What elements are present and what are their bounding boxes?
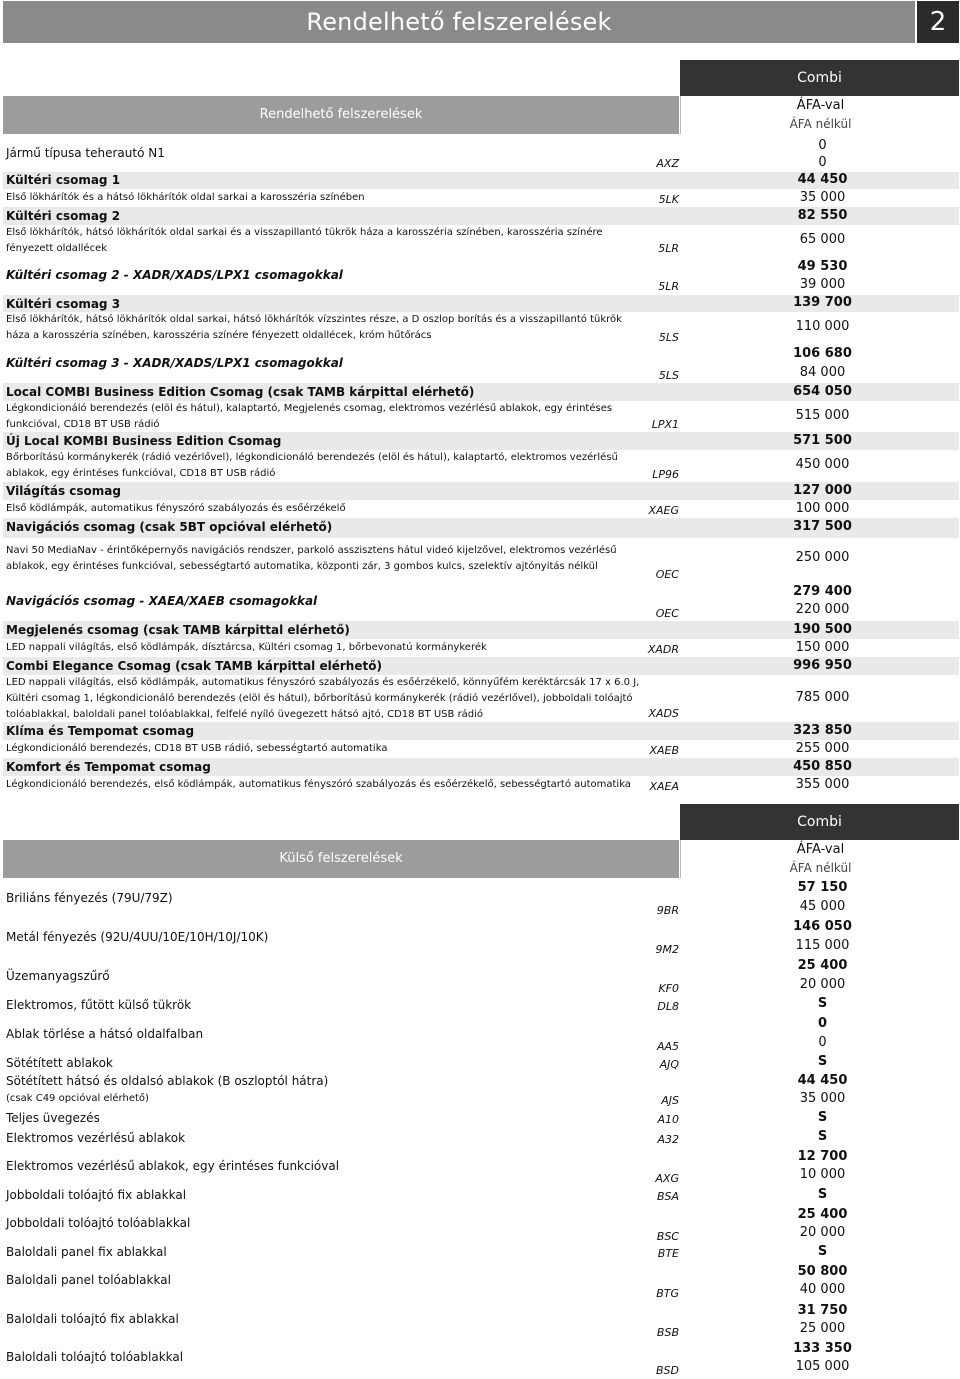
- combi-header-2: Combi: [680, 804, 959, 840]
- table-row: [3, 1128, 959, 1147]
- table-row: [3, 1186, 959, 1205]
- price-without-vat: 65 000: [799, 232, 846, 247]
- row-label: Légkondicionáló berendezés, CD18 BT USB rádió, sebességtartó automatika: [6, 743, 388, 754]
- option-code: AJQ: [659, 1058, 679, 1071]
- table-row: [3, 1147, 959, 1186]
- table-row: [3, 722, 959, 740]
- row-label: Baloldali tolóajtó tolóablakkal: [6, 1350, 184, 1364]
- price-with-vat: 133 350: [793, 1341, 852, 1356]
- price-without-vat: 515 000: [795, 408, 850, 423]
- price-with-vat: 0: [817, 1016, 828, 1031]
- row-label: Baloldali panel tolóablakkal: [6, 1273, 171, 1287]
- price-with-vat: 279 400: [793, 584, 852, 599]
- row-label: LED nappali világítás, első ködlámpák, dísztárcsa, Kültéri csomag 1, bőrbevonatú kormánykerék: [6, 642, 487, 653]
- page-number: 2: [917, 1, 959, 43]
- option-code: BSB: [656, 1326, 679, 1339]
- price-header-2: [680, 840, 959, 878]
- price-with-vat: 12 700: [797, 1149, 848, 1164]
- option-code: AXG: [655, 1172, 679, 1185]
- option-code: LPX1: [651, 418, 679, 431]
- option-code: OEC: [655, 607, 679, 620]
- option-code: BTG: [656, 1287, 679, 1300]
- table-row: [3, 1243, 959, 1262]
- table-row: [3, 758, 959, 776]
- price-with-vat: 25 400: [797, 1207, 848, 1222]
- price-with-vat: S: [817, 1110, 828, 1125]
- option-code: A32: [657, 1133, 679, 1146]
- price-without-vat-header: ÁFA nélkül: [789, 117, 852, 131]
- table-row: [3, 583, 959, 621]
- option-code: 5LK: [658, 193, 679, 206]
- option-code: AA5: [656, 1040, 679, 1053]
- table-row: [3, 450, 959, 482]
- row-label: Komfort és Tempomat csomag: [6, 760, 211, 774]
- option-code: XAEA: [649, 780, 679, 793]
- price-with-vat: 57 150: [797, 880, 848, 895]
- price-with-vat-header-2: ÁFA-val: [796, 842, 845, 857]
- page-title: Rendelhető felszerelések: [306, 8, 612, 36]
- row-label: Kültéri csomag 2: [6, 209, 121, 223]
- row-label: Sötétített ablakok: [6, 1056, 113, 1070]
- price-with-vat: S: [817, 1129, 828, 1144]
- price-without-vat: 45 000: [799, 899, 846, 914]
- row-label: Elektromos vezérlésű ablakok: [6, 1131, 186, 1145]
- price-with-vat: 996 950: [793, 658, 852, 673]
- price-with-vat-header: ÁFA-val: [796, 98, 845, 113]
- table-row: [3, 740, 959, 758]
- row-label: Légkondicionáló berendezés, első ködlámpák, automatikus fényszóró szabályozás és esőérzékelő, sebességtartó automatika: [6, 779, 631, 790]
- option-code: 5LS: [658, 331, 679, 344]
- table-row: [3, 225, 959, 258]
- price-without-vat: 20 000: [799, 1225, 846, 1240]
- table-row: [3, 1262, 959, 1301]
- price-without-vat: 0: [818, 1035, 827, 1050]
- table-row: [3, 657, 959, 675]
- price-with-vat: 323 850: [793, 723, 852, 738]
- row-label: Légkondicionáló berendezés (elöl és hátul), kalaptartó, Megjelenés csomag, elektromos vezérlésű ablakok, egy érintéses funkcióval, CD18 BT USB rádió: [6, 403, 613, 430]
- table-row: [3, 1109, 959, 1128]
- option-code: 5LR: [658, 280, 679, 293]
- price-without-vat: 115 000: [795, 938, 850, 953]
- table-row: [3, 675, 959, 722]
- price-without-vat: 25 000: [799, 1321, 846, 1336]
- row-label: Navi 50 MediaNav - érintőképernyős navigációs rendszer, parkoló asszisztens hátul videó kijelzővel, elektromos vezérlésű ablakok, egy érintéses funkcióval, sebességtartó automatika, központi zár, 3 gombos kulcs, szelektív ajtónyitás nélkül: [6, 545, 617, 572]
- row-label: Baloldali panel fix ablakkal: [6, 1245, 167, 1259]
- option-code: DL8: [657, 1000, 679, 1013]
- table-row: [3, 538, 959, 583]
- option-code: 9BR: [656, 904, 679, 917]
- price-without-vat: 84 000: [799, 365, 846, 380]
- price-with-vat: 44 450: [797, 172, 848, 187]
- price-with-vat: 0: [818, 138, 827, 153]
- price-with-vat: 49 530: [797, 259, 848, 274]
- price-without-vat: 40 000: [799, 1282, 846, 1297]
- price-without-vat: 450 000: [795, 457, 850, 472]
- price-with-vat: 25 400: [797, 958, 848, 973]
- row-label: Jármű típusa teherautó N1: [6, 146, 165, 160]
- table-row: [3, 776, 959, 795]
- option-code: AXZ: [656, 157, 679, 170]
- row-label: Metál fényezés (92U/4UU/10E/10H/10J/10K): [6, 930, 269, 944]
- price-without-vat: 100 000: [795, 501, 850, 516]
- row-label: LED nappali világítás, első ködlámpák, automatikus fényszóró szabályozás és esőérzékelő, könnyűfém keréktárcsák 17 x 6.0 J, Kültéri csomag 1, légkondicionáló berendezés (elöl és hátul), bőrborítású kormánykerék (rádió vezérlővel), jobboldali tolóajtó tolóablakkal, baloldali panel tolóablakkal, felfelé nyíló üvegezett hátsó ajtó, CD18 BT USB rádió: [6, 677, 640, 720]
- table-row: [3, 878, 959, 917]
- price-with-vat: S: [817, 1054, 828, 1069]
- option-code: 5LS: [658, 369, 679, 382]
- row-label: Kültéri csomag 3 - XADR/XADS/LPX1 csomagokkal: [6, 356, 343, 370]
- table-row: [3, 258, 959, 295]
- price-with-vat: 127 000: [793, 483, 852, 498]
- price-with-vat: 146 050: [793, 919, 852, 934]
- table-row: [3, 995, 959, 1014]
- row-label: Első ködlámpák, automatikus fényszóró szabályozás és esőérzékelő: [6, 503, 346, 514]
- price-with-vat: 450 850: [793, 759, 852, 774]
- price-with-vat: 44 450: [797, 1073, 848, 1088]
- table-row: [3, 189, 959, 207]
- price-without-vat: 355 000: [795, 777, 850, 792]
- option-code: 9M2: [655, 943, 679, 956]
- price-without-vat: 150 000: [795, 640, 850, 655]
- row-label: Teljes üvegezés: [6, 1111, 100, 1125]
- row-label: Elektromos, fűtött külső tükrök: [6, 998, 192, 1012]
- row-label: Világítás csomag: [6, 484, 121, 498]
- price-without-vat: 105 000: [795, 1359, 850, 1374]
- price-with-vat: 31 750: [797, 1303, 848, 1318]
- price-without-vat: 250 000: [795, 550, 850, 565]
- row-label: Kültéri csomag 2 - XADR/XADS/LPX1 csomagokkal: [6, 268, 343, 282]
- price-with-vat: 106 680: [793, 346, 852, 361]
- option-code: LP96: [652, 468, 679, 481]
- row-label: Elektromos vezérlésű ablakok, egy érintéses funkcióval: [6, 1159, 340, 1173]
- table-row: [3, 1090, 959, 1109]
- table-row: [3, 518, 959, 538]
- option-code: BTE: [657, 1247, 679, 1260]
- option-code: OEC: [655, 568, 679, 581]
- option-code: BSC: [656, 1230, 679, 1243]
- price-with-vat: 190 500: [793, 622, 852, 637]
- price-with-vat: 82 550: [797, 208, 848, 223]
- option-code: XAEB: [649, 744, 679, 757]
- table-row: [3, 295, 959, 312]
- row-label: Első lökhárítók, hátsó lökhárítók oldal sarkai, hátsó lökhárítók vízszintes része, a D oszlop borítás és a visszapillantó tükrök háza a karosszéria színében, karosszéria színére fényezett oldallécek, króm hűtőrács: [6, 314, 622, 341]
- table-row: [3, 956, 959, 995]
- table-row: [3, 1072, 959, 1090]
- table-row: [3, 621, 959, 639]
- row-label: Combi Elegance Csomag (csak TAMB kárpittal elérhető): [6, 659, 382, 673]
- table-row: [3, 207, 959, 225]
- option-code: KF0: [658, 982, 679, 995]
- row-label: Jobboldali tolóajtó fix ablakkal: [6, 1188, 187, 1202]
- row-label: Jobboldali tolóajtó tolóablakkal: [6, 1216, 191, 1230]
- row-label: Első lökhárítók és a hátsó lökhárítók oldal sarkai a karosszéria színében: [6, 192, 365, 203]
- row-label: Local COMBI Business Edition Csomag (csak TAMB kárpittal elérhető): [6, 385, 475, 399]
- table-row: [3, 482, 959, 500]
- row-label: Klíma és Tempomat csomag: [6, 724, 195, 738]
- row-label: Kültéri csomag 1: [6, 173, 121, 187]
- price-without-vat: 220 000: [795, 602, 850, 617]
- price-without-vat: 785 000: [795, 690, 850, 705]
- row-label: (csak C49 opcióval elérhető): [6, 1093, 149, 1104]
- table-row: [3, 383, 959, 401]
- option-code: BSD: [656, 1364, 679, 1377]
- table-row: [3, 136, 959, 172]
- option-code: AJS: [661, 1094, 679, 1107]
- row-label: Navigációs csomag (csak 5BT opcióval elérhető): [6, 520, 333, 534]
- row-label: Első lökhárítók, hátsó lökhárítók oldal sarkai és a visszapillantó tükrök háza a karosszéria színében, karosszéria színére fényezett oldallécek: [6, 227, 603, 254]
- table-row: [3, 345, 959, 383]
- table-row: [3, 172, 959, 189]
- price-without-vat: 0: [818, 155, 827, 170]
- table-row: [3, 1205, 959, 1243]
- price-without-vat: 10 000: [799, 1167, 846, 1182]
- row-label: Megjelenés csomag (csak TAMB kárpittal elérhető): [6, 623, 350, 637]
- row-label: Ablak törlése a hátsó oldalfalban: [6, 1027, 204, 1041]
- option-code: XAEG: [648, 504, 679, 517]
- row-label: Briliáns fényezés (79U/79Z): [6, 891, 173, 905]
- row-label: Bőrborítású kormánykerék (rádió vezérlővel), légkondicionáló berendezés (elöl és hátul), kalaptartó, elektromos vezérlésű ablakok, egy érintéses funkcióval, CD18 BT USB rádió: [6, 452, 618, 479]
- row-label: Navigációs csomag - XAEA/XAEB csomagokkal: [6, 594, 318, 608]
- title-bar: [3, 1, 915, 43]
- section-header: Rendelhető felszerelések: [3, 96, 679, 134]
- price-without-vat-header-2: ÁFA nélkül: [789, 861, 852, 875]
- price-without-vat: 35 000: [799, 190, 846, 205]
- table-row: [3, 432, 959, 450]
- price-with-vat: 317 500: [793, 519, 852, 534]
- section-header-2: Külső felszerelések: [3, 840, 679, 878]
- table-row: [3, 500, 959, 518]
- price-with-vat: 50 800: [797, 1264, 848, 1279]
- row-label: Sötétített hátsó és oldalsó ablakok (B oszloptól hátra): [6, 1074, 329, 1088]
- price-with-vat: 139 700: [793, 295, 852, 310]
- table-row: [3, 1339, 959, 1378]
- price-with-vat: 654 050: [793, 384, 852, 399]
- option-code: A10: [657, 1113, 679, 1126]
- row-label: Új Local KOMBI Business Edition Csomag: [6, 434, 282, 448]
- row-label: Baloldali tolóajtó fix ablakkal: [6, 1312, 179, 1326]
- table-row: [3, 312, 959, 345]
- option-code: XADR: [647, 643, 679, 656]
- table-row: [3, 917, 959, 956]
- table-row: [3, 1301, 959, 1339]
- option-code: BSA: [656, 1190, 679, 1203]
- row-label: Kültéri csomag 3: [6, 297, 121, 311]
- price-with-vat: 571 500: [793, 433, 852, 448]
- option-code: 5LR: [658, 242, 679, 255]
- price-without-vat: 35 000: [799, 1091, 846, 1106]
- option-code: XADS: [648, 707, 679, 720]
- row-label: Üzemanyagszűrő: [6, 969, 110, 983]
- price-without-vat: 110 000: [795, 319, 850, 334]
- price-without-vat: 20 000: [799, 977, 846, 992]
- price-with-vat: S: [817, 996, 828, 1011]
- price-with-vat: S: [817, 1187, 828, 1202]
- table-row: [3, 639, 959, 657]
- price-header: [680, 96, 959, 134]
- price-without-vat: 39 000: [799, 277, 846, 292]
- price-with-vat: S: [817, 1244, 828, 1259]
- table-row: [3, 1014, 959, 1053]
- table-row: [3, 401, 959, 432]
- price-without-vat: 255 000: [795, 741, 850, 756]
- combi-header: Combi: [680, 60, 959, 96]
- table-row: [3, 1053, 959, 1072]
